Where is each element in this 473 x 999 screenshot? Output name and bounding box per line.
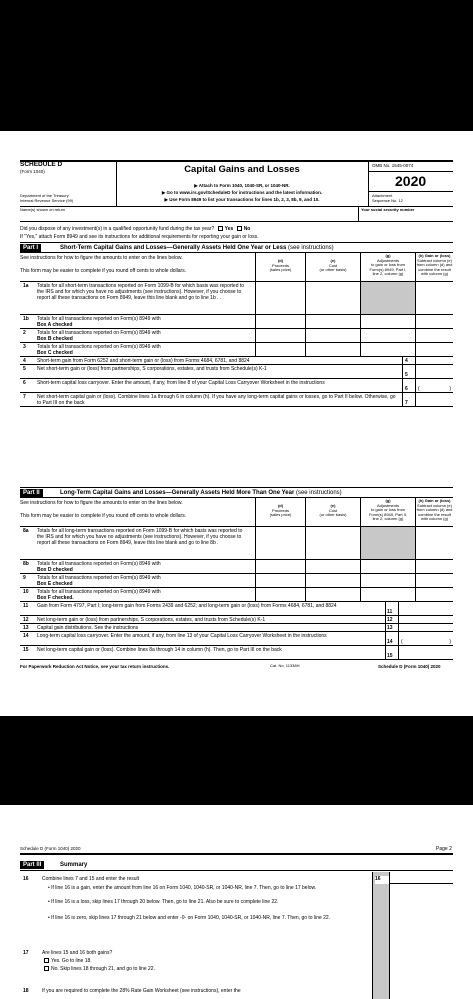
schedule-d-page-2 <box>0 805 473 999</box>
gain-loss-field[interactable] <box>415 282 453 314</box>
cost-field[interactable] <box>305 343 360 356</box>
line-text: Short-term capital loss carryover. Enter the amount, if any, from line 8 of your Capital Loss Carryover Worksheet in the instructions <box>37 380 325 386</box>
gain-loss-field[interactable] <box>398 632 453 645</box>
names-label: Name(s) shown on return <box>20 207 66 212</box>
line-box-number: 14 <box>385 632 398 645</box>
gain-loss-field[interactable] <box>415 343 453 356</box>
line-number: 7 <box>23 394 26 400</box>
col-g-line2: to gain or loss from <box>370 262 405 268</box>
line-number: 13 <box>23 625 29 631</box>
line-box-number: 15 <box>385 646 398 659</box>
gain-loss-field[interactable] <box>415 588 453 601</box>
col-h-line3: combine the result <box>418 266 451 272</box>
line-15 <box>20 646 453 660</box>
col-h-line4: with column (g) <box>420 271 449 277</box>
col-h-line4: with column (g) <box>420 516 449 522</box>
paren-open: ( <box>418 386 420 392</box>
proceeds-field[interactable] <box>255 588 305 601</box>
line-text-main: Totals for all transactions reported on Form(s) 8949 with <box>37 589 161 595</box>
line-box-number: 7 <box>402 393 415 406</box>
line-8b <box>20 560 453 574</box>
sequence-label: Sequence No. 12 <box>372 198 403 203</box>
line-text <box>37 575 252 587</box>
goto-note: ▶ Go to www.irs.gov/ScheduleD for instructions and the latest information. <box>161 190 323 195</box>
line-16-number: 16 <box>23 876 29 882</box>
line-18-text: If you are required to complete the 28% Rate Gain Worksheet (see instructions), enter the <box>42 988 241 994</box>
line-number: 1b <box>23 316 29 322</box>
qof-no-label: No <box>243 226 251 232</box>
line-number: 4 <box>23 358 26 364</box>
part3-label: Part III <box>20 861 44 869</box>
cat-number: Cat. No. 11338H <box>270 663 300 668</box>
line-number: 15 <box>23 647 29 653</box>
col-e-letter: (e) <box>330 503 336 508</box>
line-5 <box>20 365 453 379</box>
omb-number: OMB No. 1545-0074 <box>372 163 414 168</box>
cost-field[interactable] <box>305 527 360 559</box>
gain-loss-field[interactable] <box>415 357 453 364</box>
line-text: Long-term capital loss carryover. Enter the amount, if any, from line 13 of your Capital Loss Carryover Worksheet in the instructions <box>37 633 327 639</box>
col-g-line4: line 2, column (g) <box>372 516 404 522</box>
col-g-line3: Form(s) 8949, Part II, <box>368 511 407 517</box>
gain-loss-field[interactable] <box>398 616 453 623</box>
line-number: 6 <box>23 380 26 386</box>
col-h-line1: Subtract column (e) <box>417 257 452 263</box>
adjustments-field[interactable] <box>360 560 415 573</box>
part1-title-text: Short-Term Capital Gains and Losses—Generally Assets Held One Year or Less <box>60 245 287 251</box>
gain-loss-field[interactable] <box>415 329 453 342</box>
line-16-zero: • If line 16 is zero, skip lines 17 through 21 below and enter -0- on Form 1040, 1040-SR, or 1040-NR, line 7. Then, go to line 22. <box>48 915 331 921</box>
line-13 <box>20 624 453 632</box>
col-e-header <box>305 498 360 526</box>
line-text-main: Totals for all transactions reported on Form(s) 8949 with <box>37 330 161 336</box>
proceeds-field[interactable] <box>255 527 305 559</box>
proceeds-field[interactable] <box>255 282 305 314</box>
col-h-line2: from column (d) and <box>416 262 453 268</box>
col-d-letter: (d) <box>277 503 284 508</box>
line-14 <box>20 632 453 646</box>
proceeds-field[interactable] <box>255 574 305 587</box>
line-12 <box>20 616 453 624</box>
line-text: Totals for all long-term transactions reported on Form 1099-B for which basis was reported to the IRS and for which you have no adjustments (see instructions). However, if you choose to report all these transactions on Form 8949, leave this line blank and go to line 8b . <box>37 528 243 546</box>
part2-label: Part II <box>20 489 43 497</box>
form-label: (Form 1040) <box>20 169 45 174</box>
line-17-no <box>42 966 155 972</box>
line-number: 2 <box>23 330 26 336</box>
col-d-line1: Proceeds <box>272 262 289 268</box>
line-box: Box D checked <box>37 567 73 573</box>
line-box: Box B checked <box>37 336 73 342</box>
col-round: This form may be easier to complete if you round off cents to whole dollars. <box>20 513 187 519</box>
part1-header <box>20 242 453 253</box>
line-box: Box E checked <box>37 581 73 587</box>
line-text: Capital gain distributions. See the instructions <box>37 625 139 631</box>
line-17-text: Are lines 15 and 16 both gains? <box>42 950 113 956</box>
gain-loss-field[interactable] <box>398 602 453 615</box>
proceeds-field[interactable] <box>255 315 305 328</box>
gain-loss-field[interactable] <box>415 527 453 559</box>
line-text: Net long-term gain or (loss) from partnerships, S corporations, estates, and trusts from Schedule(s) K-1 <box>37 617 266 623</box>
footer-form: Schedule D (Form 1040) 2020 <box>378 664 441 669</box>
adjustments-field[interactable] <box>360 588 415 601</box>
line-number: 12 <box>23 617 29 623</box>
line-number: 11 <box>23 603 29 609</box>
line-box: Box C checked <box>37 350 73 356</box>
gain-loss-field[interactable] <box>415 393 453 406</box>
col-intro: See instructions for how to figure the amounts to enter on the lines below. <box>20 500 183 506</box>
line-number: 9 <box>23 575 26 581</box>
line-number: 10 <box>23 589 29 595</box>
line-17-number: 17 <box>23 950 29 956</box>
line-box-number: 6 <box>402 379 415 392</box>
schedule-d-page-1 <box>0 131 473 716</box>
part1-title <box>60 244 334 252</box>
qof-question-text: Did you dispose of any investment(s) in a qualified opportunity fund during the tax year? <box>20 226 215 232</box>
line-2 <box>20 329 453 343</box>
gain-loss-field[interactable] <box>415 365 453 378</box>
qof-ifyes: If "Yes," attach Form 8949 and see its instructions for additional requirements for reporting your gain or loss. <box>20 234 259 240</box>
line-16-gain: • If line 16 is a gain, enter the amount from line 16 on Form 1040, 1040-SR, or 1040-NR, line 7. Then, go to line 17 below. <box>48 885 317 891</box>
part1-column-header <box>20 253 453 282</box>
line-16-loss: • If line 16 is a loss, skip lines 17 through 20 below. Then, go to line 21. Also be sure to complete line 22. <box>48 899 279 905</box>
gain-loss-field[interactable] <box>415 560 453 573</box>
part2-see: (see instructions) <box>295 490 342 496</box>
line-text <box>37 589 252 601</box>
line-box-number: 13 <box>385 624 398 631</box>
line-text: Net short-term capital gain or (loss). Combine lines 1a through 6 in column (h). If you have any long-term capital gains or losses, go to Part II below. Otherwise, go to Part III on the back <box>37 394 396 406</box>
paren-close: ) <box>449 386 451 392</box>
line-16-text: Combine lines 7 and 15 and enter the result <box>42 876 140 882</box>
line-1b <box>20 315 453 329</box>
line-number: 3 <box>23 344 26 350</box>
proceeds-field[interactable] <box>255 343 305 356</box>
shaded-column <box>373 872 389 999</box>
proceeds-field[interactable] <box>255 560 305 573</box>
qof-no-checkbox[interactable] <box>237 226 242 231</box>
col-e-line2: (or other basis) <box>319 512 347 518</box>
col-g-header <box>360 253 415 281</box>
part2-header <box>20 487 453 498</box>
line-text: Short-term gain from Form 6252 and short-term gain or (loss) from Forms 4684, 6781, and 8824 <box>37 358 250 364</box>
line-text-main: Totals for all transactions reported on Form(s) 8949 with <box>37 575 161 581</box>
col-g-line3: Form(s) 8949, Part I, <box>369 266 407 272</box>
line-text <box>37 316 252 328</box>
line-1a <box>20 282 453 315</box>
col-h-title: (h) Gain or (loss) <box>418 253 451 258</box>
col-d-line1: Proceeds <box>272 507 289 513</box>
col-e-line1: Cost <box>328 262 338 268</box>
line-box-number: 11 <box>385 602 398 615</box>
attach-note: ▶ Attach to Form 1040, 1040-SR, or 1040-NR. <box>194 183 290 188</box>
paren-close: ) <box>449 639 451 645</box>
part1-see: (see instructions) <box>287 245 334 251</box>
line-16-field[interactable] <box>389 872 453 884</box>
line-10 <box>20 588 453 602</box>
adjustments-field[interactable] <box>360 315 415 328</box>
part1-label: Part I <box>20 244 41 252</box>
line-box-number: 12 <box>385 616 398 623</box>
col-h-line3: combine the result <box>418 511 451 517</box>
paperwork-notice: For Paperwork Reduction Act Notice, see your tax return instructions. <box>20 664 170 669</box>
line-text <box>37 344 252 356</box>
irs-label: Internal Revenue Service (99) <box>20 198 74 203</box>
col-e-letter: (e) <box>330 258 336 263</box>
qof-yes-label: Yes <box>224 226 234 232</box>
line-box-number: 4 <box>402 357 415 364</box>
cost-field[interactable] <box>305 574 360 587</box>
line-text-main: Totals for all transactions reported on Form(s) 8949 with <box>37 316 161 322</box>
gain-loss-field[interactable] <box>415 574 453 587</box>
line-16-box: 16 <box>375 876 389 884</box>
col-d-header <box>255 498 305 526</box>
page2-header: Schedule D (Form 1040) 2020 <box>20 846 81 851</box>
ssn-label: Your social security number <box>361 207 415 212</box>
line-number: 1a <box>23 283 29 289</box>
proceeds-field[interactable] <box>255 329 305 342</box>
cost-field[interactable] <box>305 560 360 573</box>
col-g-line1: Adjustments <box>376 502 399 508</box>
line-8a <box>20 527 453 560</box>
col-d-header <box>255 253 305 281</box>
line-text: Net long-term capital gain or (loss). Combine lines 8a through 14 in column (h). Then, go to Part III on the back <box>37 647 282 653</box>
col-round: This form may be easier to complete if you round off cents to whole dollars. <box>20 268 187 274</box>
line-18-number: 18 <box>23 988 29 994</box>
cost-field[interactable] <box>305 588 360 601</box>
page-number: Page 2 <box>436 846 452 852</box>
col-g-letter: (g) <box>385 498 391 503</box>
line-number: 5 <box>23 366 26 372</box>
part2-column-header <box>20 498 453 527</box>
attachment-label: Attachment <box>372 193 393 198</box>
line-9 <box>20 574 453 588</box>
gain-loss-field[interactable] <box>398 624 453 631</box>
dept-label: Department of the Treasury <box>20 193 69 198</box>
col-g-line2: to gain or loss from <box>370 507 405 513</box>
adjustments-field[interactable] <box>360 329 415 342</box>
col-g-line4: line 2, column (g) <box>372 271 404 277</box>
adjustments-field[interactable] <box>360 574 415 587</box>
col-g-line1: Adjustments <box>376 257 399 263</box>
col-d-line2: (sales price) <box>269 267 292 273</box>
col-h-title: (h) Gain or (loss) <box>418 498 451 503</box>
col-d-letter: (d) <box>277 258 284 263</box>
qof-yes-checkbox[interactable] <box>218 226 223 231</box>
line-text: Gain from Form 4797, Part I; long-term gain from Forms 2439 and 6252; and long-term gain or (loss) from Forms 4684, 6781, and 8824 <box>37 603 337 609</box>
col-e-line2: (or other basis) <box>319 267 347 273</box>
line-text: Net short-term gain or (loss) from partnerships, S corporations, estates, and trusts from Schedule(s) K-1 <box>37 366 267 372</box>
part2-title-text: Long-Term Capital Gains and Losses—Generally Assets Held More Than One Year <box>60 490 295 496</box>
gain-loss-field[interactable] <box>415 315 453 328</box>
part2-title <box>60 489 342 497</box>
col-h-header <box>415 498 453 526</box>
paren-open: ( <box>401 639 403 645</box>
line-text: Totals for all short-term transactions reported on Form 1099-B for which basis was reported to the IRS and for which you have no adjustments (see instructions). However, if you choose to report all these transactions on Form 8949, leave this line blank and go to line 1b . . <box>37 283 245 301</box>
form-title: Capital Gains and Losses <box>184 164 300 175</box>
col-h-line2: from column (d) and <box>416 507 453 513</box>
col-h-line1: Subtract column (e) <box>417 502 452 508</box>
col-e-line1: Cost <box>328 507 338 513</box>
line-4 <box>20 357 453 365</box>
line-11 <box>20 602 453 616</box>
line-17-yes <box>42 958 92 964</box>
line-17-no-text: No. Skip lines 18 through 21, and go to line 22. <box>51 966 155 972</box>
line-text <box>37 561 252 573</box>
line-17-yes-checkbox[interactable] <box>44 958 49 963</box>
gain-loss-field[interactable] <box>398 646 453 659</box>
gain-loss-field[interactable] <box>415 379 453 392</box>
col-intro: See instructions for how to figure the amounts to enter on the lines below. <box>20 255 183 261</box>
line-number: 8a <box>23 528 29 534</box>
line-box-number: 5 <box>402 365 415 378</box>
line-text-main: Totals for all transactions reported on Form(s) 8949 with <box>37 344 161 350</box>
qof-question <box>20 226 250 232</box>
adjustments-field[interactable] <box>360 343 415 356</box>
col-d-line2: (sales price) <box>269 512 292 518</box>
schedule-label: SCHEDULE D <box>20 161 63 168</box>
cost-field[interactable] <box>305 282 360 314</box>
line-6 <box>20 379 453 393</box>
line-box: Box F checked. <box>37 595 74 601</box>
col-e-header <box>305 253 360 281</box>
use8949-note: ▶ Use Form 8949 to list your transactions for lines 1b, 2, 3, 8b, 9, and 10. <box>164 197 320 202</box>
part3-title: Summary <box>60 862 88 868</box>
line-text-main: Totals for all transactions reported on Form(s) 8949 with <box>37 561 161 567</box>
adjustments-shaded <box>360 527 415 559</box>
line-17-no-checkbox[interactable] <box>44 966 49 971</box>
col-h-header <box>415 253 453 281</box>
line-17-yes-text: Yes. Go to line 18. <box>51 958 92 964</box>
tax-year: 2020 <box>395 173 427 189</box>
part3-header <box>20 860 453 871</box>
adjustments-shaded <box>360 282 415 314</box>
line-box: Box A checked <box>37 322 73 328</box>
col-g-header <box>360 498 415 526</box>
col-g-letter: (g) <box>385 253 391 258</box>
cost-field[interactable] <box>305 329 360 342</box>
line-number: 8b <box>23 561 29 567</box>
line-number: 14 <box>23 633 29 639</box>
cost-field[interactable] <box>305 315 360 328</box>
line-3 <box>20 343 453 357</box>
line-7 <box>20 393 453 407</box>
line-text <box>37 330 252 342</box>
